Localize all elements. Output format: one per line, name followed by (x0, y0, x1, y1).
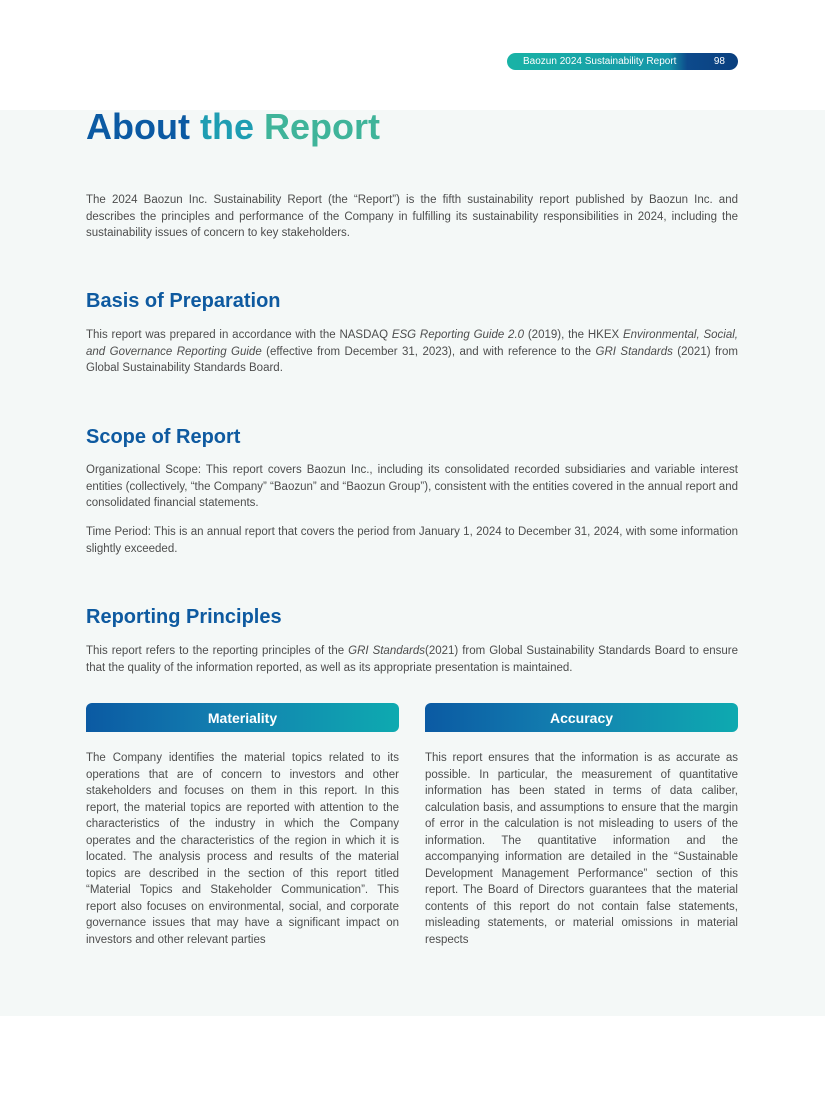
title-part-about: About (86, 106, 190, 147)
title-part-the: the (199, 106, 254, 147)
basis-paragraph: This report was prepared in accordance with the NASDAQ ESG Reporting Guide 2.0 (2019), the HKEX Environmental, Social, and Governance Reporting Guide (effective from December 31, 2023), and with reference to the GRI Standards (2021) from Global Sustainability Standards Board. (86, 329, 738, 374)
page-number: 98 (713, 56, 725, 67)
accuracy-tab: Accuracy (425, 703, 738, 732)
accuracy-text: This report ensures that the information is as accurate as possible. In particular, the measurement of quantitative information has been stated in terms of data caliber, calculation basis, and assumptions to ensure that the margin of error in the calculation is not misleading to users of the information. The quantitative information and the accompanying information are detailed in the “Sustainable Development Management Performance” section of this report. The Board of Directors guarantees that the material contents of this report do not contain false statements, misleading statements, or material omissions in material respects (425, 752, 738, 946)
principles-heading: Reporting Principles (86, 606, 282, 628)
scope-organizational-paragraph: Organizational Scope: This report covers Baozun Inc., including its consolidated recorded subsidiaries and variable interest entities (collectively, “the Company” “Baozun” and “Baozun Group”), consistent with the entities covered in the annual report and consolidated financial statements. (86, 464, 738, 509)
report-header-badge (507, 53, 738, 70)
principles-paragraph: This report refers to the reporting principles of the GRI Standards(2021) from Global Sustainability Standards Board to ensure that the quality of the information reported, as well as its appropriate presentation is maintained. (86, 645, 738, 674)
title-part-report: Report (264, 106, 380, 147)
materiality-tab: Materiality (86, 703, 399, 732)
page-title (86, 106, 380, 148)
materiality-text: The Company identifies the material topics related to its operations that are of concern to investors and other stakeholders and focuses on them in this report. In this report, the material topics are reported with attention to the characteristics of the industry in which the Company operates and the characteristics of the region in which it is located. The analysis process and results of the material topics are described in the section of this report titled “Material Topics and Stakeholder Communication”. This report also focuses on environmental, social, and corporate governance issues that may have a significant impact on investors and other relevant parties (86, 752, 399, 946)
scope-time-period-paragraph: Time Period: This is an annual report that covers the period from January 1, 2024 to December 31, 2024, with some information slightly exceeded. (86, 526, 738, 555)
basis-heading: Basis of Preparation (86, 290, 281, 312)
intro-paragraph: The 2024 Baozun Inc. Sustainability Report (the “Report”) is the fifth sustainability report published by Baozun Inc. and describes the principles and performance of the Company in fulfilling its sustainability responsibilities in 2024, including the sustainability issues of concern to key stakeholders. (86, 194, 738, 239)
scope-heading: Scope of Report (86, 426, 241, 448)
report-title: Baozun 2024 Sustainability Report (523, 56, 677, 67)
